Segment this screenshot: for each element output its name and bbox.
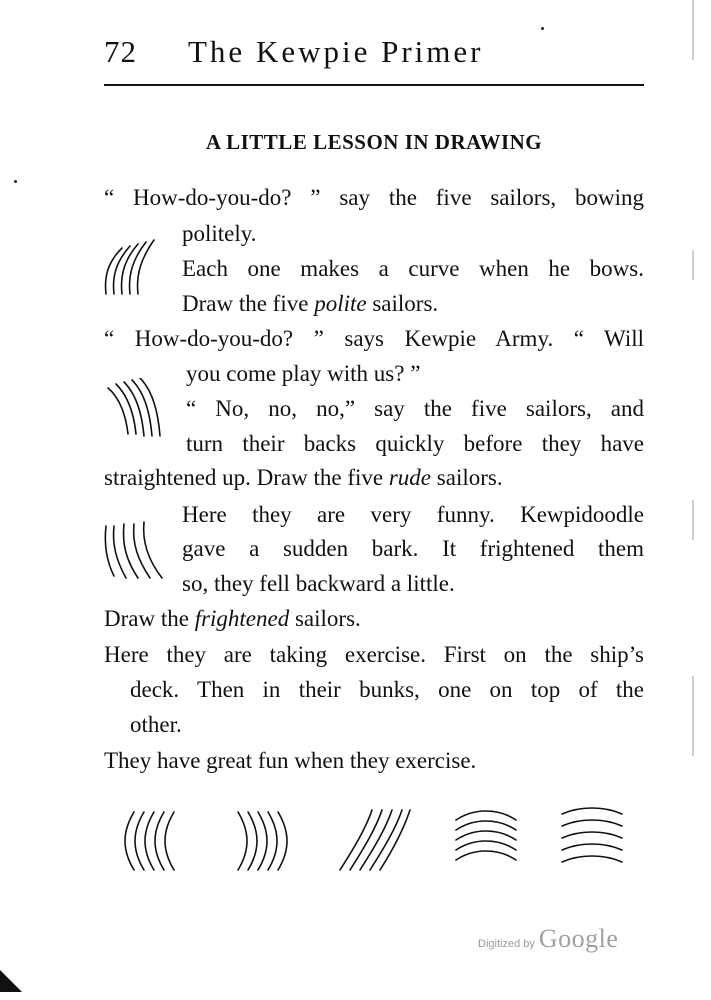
text-line (182, 292, 438, 315)
text-span: Draw the (104, 606, 195, 631)
text-line (104, 466, 503, 489)
text-span: sailors. (289, 606, 361, 631)
text-line: “ No, no, no,” say the five sailors, and (186, 396, 644, 421)
polite-sailors-sketch (100, 236, 160, 298)
digitized-by-label: Digitized by (478, 938, 535, 950)
text-line: “ How-do-you-do? ” say the five sailors, bowing (104, 185, 644, 210)
header-rule (104, 84, 644, 86)
text-line: Here they are taking exercise. First on the ship’s (104, 642, 644, 667)
text-line: They have great fun when they exercise. (104, 748, 477, 773)
exercise-sketch-left-curves (118, 808, 180, 874)
rude-sailors-sketch (104, 378, 172, 440)
bunks-sketch-stacked (556, 804, 628, 866)
text-span: straightened up. Draw the five (104, 465, 389, 490)
frightened-sailors-sketch (100, 520, 170, 582)
emphasis-text: polite (314, 291, 367, 316)
scan-edge-line (692, 0, 694, 60)
text-line: turn their backs quickly before they have (186, 431, 644, 456)
section-heading: A LITTLE LESSON IN DRAWING (205, 130, 543, 154)
google-logo-text: Google (538, 924, 619, 953)
digitized-by-google-watermark (478, 924, 618, 954)
running-title: The Kewpie Primer (188, 34, 484, 69)
text-line: other. (130, 712, 182, 737)
text-line: gave a sudden bark. It frightened them (182, 536, 644, 561)
text-span: sailors. (431, 465, 503, 490)
text-line: “ How-do-you-do? ” says Kewpie Army. “ Will (104, 326, 644, 351)
text-span: sailors. (366, 291, 439, 316)
emphasis-text: rude (388, 465, 432, 490)
scan-speck (541, 27, 544, 30)
exercise-sketch-slanted (336, 806, 416, 874)
corner-triangle-icon (0, 970, 24, 996)
text-span: Draw the five (182, 291, 315, 316)
text-line: you come play with us? ” (186, 361, 421, 386)
text-line: politely. (182, 221, 257, 246)
page-header (104, 34, 644, 78)
scan-edge-line (692, 250, 694, 280)
exercise-sketch-right-curves (232, 808, 294, 874)
text-line (104, 607, 361, 630)
scan-speck (14, 180, 17, 183)
scan-edge-line (692, 500, 694, 540)
scan-edge-line (692, 676, 694, 756)
emphasis-text: frightened (194, 606, 290, 631)
text-line: Here they are very funny. Kewpidoodle (182, 502, 644, 527)
text-line: deck. Then in their bunks, one on top of the (130, 677, 644, 702)
bunks-sketch-arched (450, 806, 522, 868)
text-line: so, they fell backward a little. (182, 571, 455, 596)
text-line: Each one makes a curve when he bows. (182, 256, 644, 281)
page-number: 72 (104, 34, 137, 69)
